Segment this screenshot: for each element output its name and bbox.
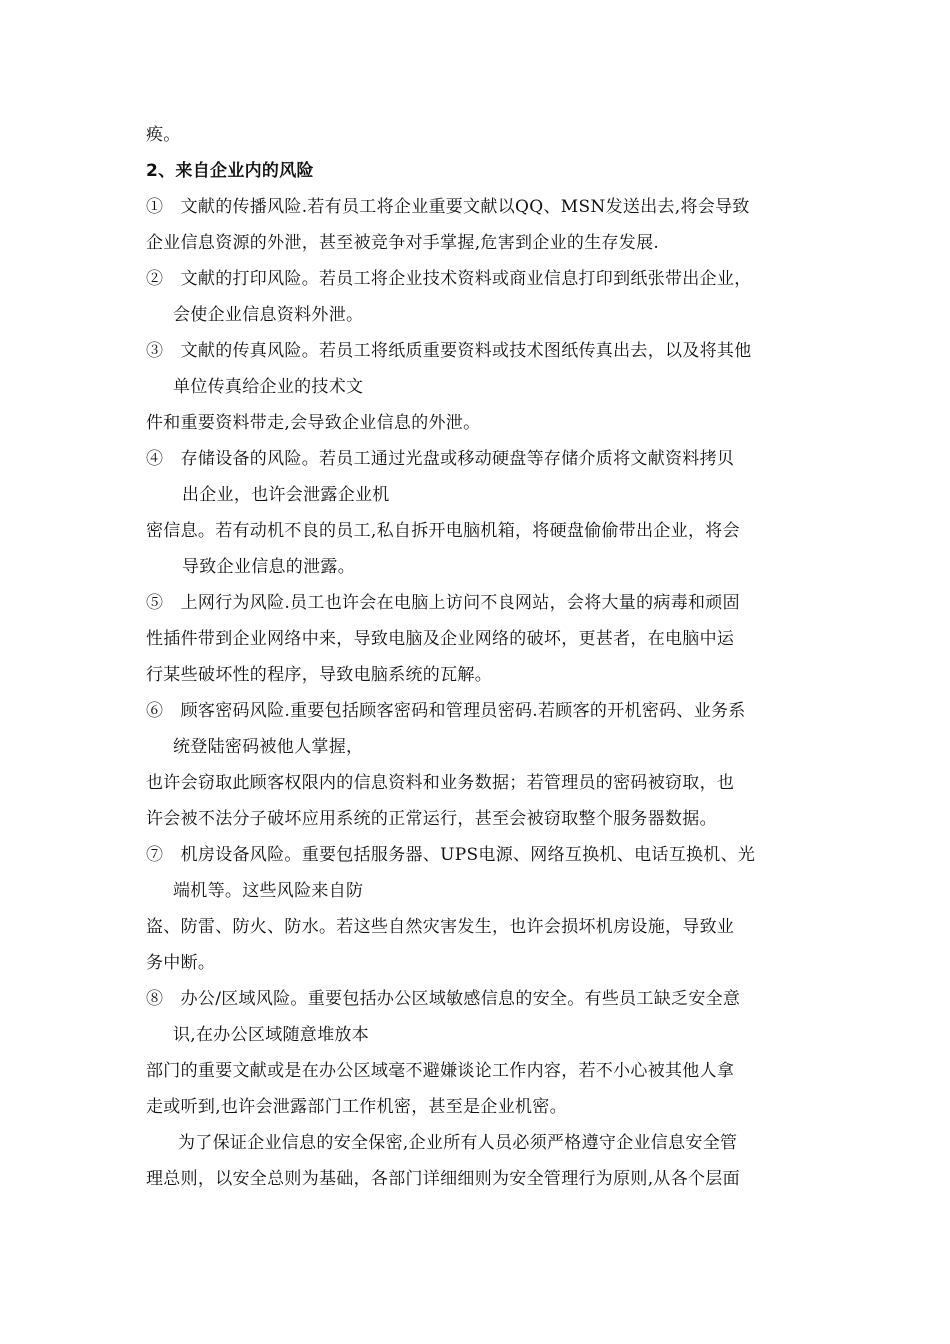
list-item-5-line: 行某些破坏性的程序，导致电脑系统的瓦解。 (146, 665, 492, 685)
list-item-6-line: ⑥ 顾客密码风险.重要包括顾客密码和管理员密码.若顾客的开机密码、业务系 (146, 701, 746, 721)
list-item-8-line: 走或听到,也许会泄露部门工作机密，甚至是企业机密。 (146, 1097, 567, 1117)
list-item-5-line: 性插件带到企业网络中来，导致电脑及企业网络的破坏，更甚者，在电脑中运 (146, 629, 735, 649)
list-item-6-line: 统登陆密码被他人掌握， (173, 737, 364, 757)
list-item-3-line: 件和重要资料带走,会导致企业信息的外泄。 (146, 413, 481, 433)
list-item-1-line: ① 文献的传播风险.若有员工将企业重要文献以QQ、MSN发送出去,将会导致 (146, 197, 750, 217)
list-item-4-line: 密信息。若有动机不良的员工,私自拆开电脑机箱，将硬盘偷偷带出企业，将会 (146, 521, 740, 541)
list-item-1-line: 企业信息资源的外泄，甚至被竞争对手掌握,危害到企业的生存发展. (146, 233, 660, 253)
list-item-7-line: 盗、防雷、防火、防水。若这些自然灾害发生，也许会损坏机房设施，导致业 (146, 917, 735, 937)
list-item-3-line: 单位传真给企业的技术文 (173, 377, 364, 397)
list-item-8-line: ⑧ 办公/区域风险。重要包括办公区域敏感信息的安全。有些员工缺乏安全意 (146, 989, 741, 1009)
list-item-6-line: 也许会窃取此顾客权限内的信息资料和业务数据；若管理员的密码被窃取，也 (146, 773, 735, 793)
list-item-7-line: 端机等。这些风险来自防 (173, 881, 364, 901)
list-item-5-line: ⑤ 上网行为风险.员工也许会在电脑上访问不良网站，会将大量的病毒和顽固 (146, 593, 740, 613)
list-item-7-line: 务中断。 (146, 953, 216, 973)
list-item-2-line: ② 文献的打印风险。若员工将企业技术资料或商业信息打印到纸张带出企业， (146, 269, 752, 289)
paragraph-line: 理总则，以安全总则为基础，各部门详细细则为安全管理行为原则,从各个层面 (146, 1169, 740, 1189)
list-item-8-line: 部门的重要文献或是在办公区域毫不避嫌谈论工作内容，若不小心被其他人拿 (146, 1061, 735, 1081)
section-heading: 2、来自企业内的风险 (146, 161, 314, 181)
list-item-6-line: 许会被不法分子破坏应用系统的正常运行，甚至会被窃取整个服务器数据。 (146, 809, 717, 829)
paragraph-line: 为了保证企业信息的安全保密,企业所有人员必须严格遵守企业信息安全管 (178, 1133, 738, 1153)
list-item-4-line: ④ 存储设备的风险。若员工通过光盘或移动硬盘等存储介质将文献资料拷贝 (146, 449, 735, 469)
list-item-2-line: 会使企业信息资料外泄。 (173, 305, 364, 325)
list-item-8-line: 识,在办公区域随意堆放本 (173, 1025, 370, 1045)
list-item-4-line: 出企业，也许会泄露企业机 (182, 485, 390, 505)
list-item-7-line: ⑦ 机房设备风险。重要包括服务器、UPS电源、网络互换机、电话互换机、光 (146, 845, 756, 865)
list-item-3-line: ③ 文献的传真风险。若员工将纸质重要资料或技术图纸传真出去，以及将其他 (146, 341, 752, 361)
paragraph-line: 痪。 (146, 125, 181, 145)
list-item-4-line: 导致企业信息的泄露。 (182, 557, 355, 577)
